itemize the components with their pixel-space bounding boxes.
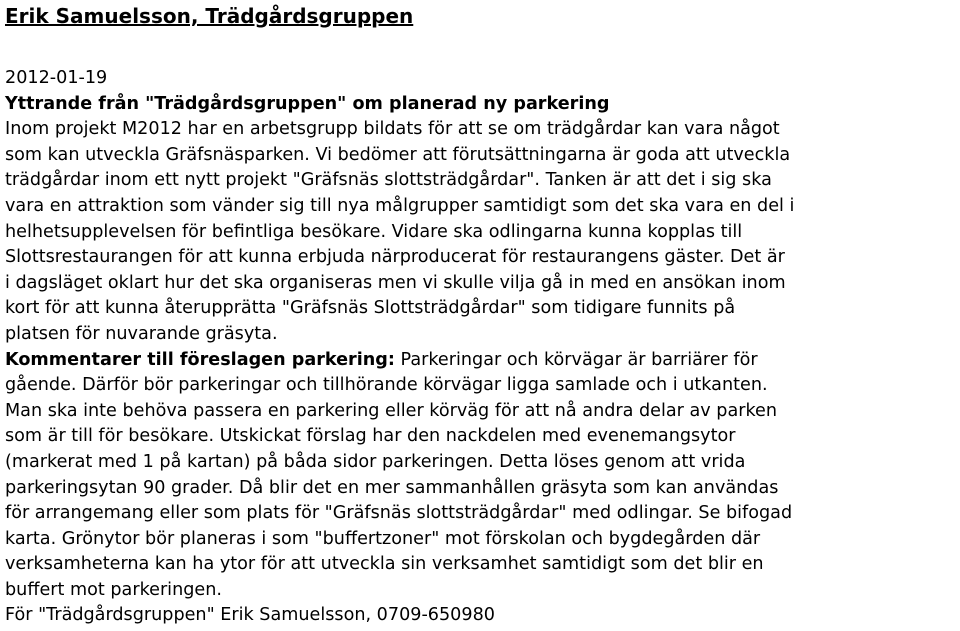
text-line: Inom projekt M2012 har en arbetsgrupp bildats för att se om trädgårdar kan vara något [5, 119, 780, 140]
text-line: i dagsläget oklart hur det ska organiseras men vi skulle vilja gå in med en ansökan inom [5, 272, 786, 293]
text-line: trädgårdar inom ett nytt projekt "Gräfsnäs slottsträdgårdar". Tanken är att det i sig ska [5, 170, 772, 191]
text-line: platsen för nuvarande gräsyta. [5, 323, 278, 344]
text-line: karta. Grönytor bör planeras i som "buffertzoner" mot förskolan och bygdegården där [5, 528, 761, 549]
comment-first-line [5, 348, 957, 374]
signature-line: För "Trädgårdsgruppen" Erik Samuelsson, 0709-650980 [5, 605, 495, 626]
comment-paragraph [5, 348, 957, 604]
text-line: gående. Därför bör parkeringar och tillhörande körvägar ligga samlade och i utkanten. [5, 375, 768, 396]
text-line: som kan utveckla Gräfsnäsparken. Vi bedömer att förutsättningarna är goda att utveckla [5, 144, 791, 165]
text-line: buffert mot parkeringen. [5, 579, 222, 600]
document [5, 0, 957, 629]
date-line: 2012-01-19 [5, 68, 108, 88]
intro-paragraph [5, 117, 957, 347]
text-line: (markerat med 1 på kartan) på båda sidor parkeringen. Detta löses genom att vrida [5, 451, 746, 472]
text-line: helhetsupplevelsen för befintliga besökare. Vidare ska odlingarna kunna kopplas till [5, 221, 743, 242]
comment-label: Kommentarer till föreslagen parkering: [5, 349, 395, 370]
text-line: kort för att kunna återupprätta "Gräfsnäs Slottsträdgårdar" som tidigare funnits på [5, 298, 736, 319]
comment-first-text: Parkeringar och körvägar är barriärer för [394, 349, 758, 370]
text-line: för arrangemang eller som plats för "Gräfsnäs slottsträdgårdar" med odlingar. Se bifogad [5, 503, 793, 524]
text-line: parkeringsytan 90 grader. Då blir det en mer sammanhållen gräsyta som kan användas [5, 477, 779, 498]
text-line: vara en attraktion som vänder sig till nya målgrupper samtidigt som det ska vara en del i [5, 195, 795, 216]
text-line: Man ska inte behöva passera en parkering eller körväg för att nå andra delar av parken [5, 400, 777, 421]
text-line: som är till för besökare. Utskickat förslag har den nackdelen med evenemangsytor [5, 426, 736, 447]
document-title: Erik Samuelsson, Trädgårdsgruppen [5, 4, 414, 28]
document-body [5, 66, 957, 629]
statement-heading: Yttrande från "Trädgårdsgruppen" om planerad ny parkering [5, 93, 610, 114]
text-line: Slottsrestaurangen för att kunna erbjuda närproducerat för restaurangens gäster. Det är [5, 247, 785, 268]
text-line: verksamheterna kan ha ytor för att utveckla sin verksamhet samtidigt som det blir en [5, 554, 764, 575]
